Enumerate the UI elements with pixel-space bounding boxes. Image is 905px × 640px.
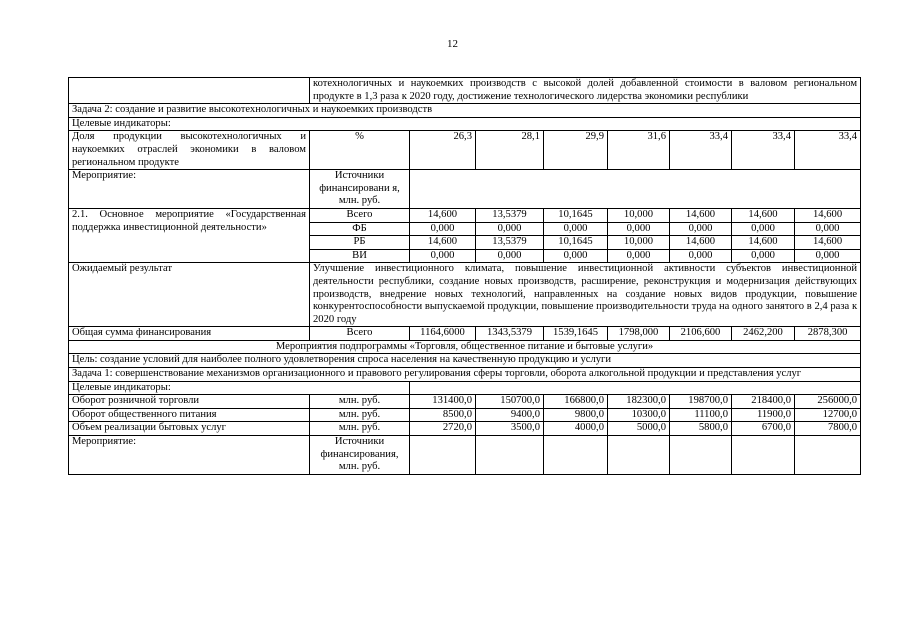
- funding-value: 10,000: [608, 208, 670, 222]
- indicator-value: 166800,0: [544, 395, 608, 409]
- total-funding-value: 1539,1645: [544, 327, 608, 341]
- indicator-value: 8500,0: [410, 408, 476, 422]
- funding-value: 0,000: [670, 249, 732, 263]
- indicator-value: 131400,0: [410, 395, 476, 409]
- target-indicators-row: [69, 381, 861, 395]
- funding-value: 14,600: [670, 208, 732, 222]
- funding-value: 10,1645: [544, 208, 608, 222]
- subprogram-row: [69, 340, 861, 354]
- source-label: ВИ: [310, 249, 410, 263]
- indicator-name: Оборот розничной торговли: [69, 395, 310, 409]
- indicator-value: 7800,0: [795, 422, 861, 436]
- funding-value: 0,000: [476, 249, 544, 263]
- total-funding-value: 1798,000: [608, 327, 670, 341]
- funding-value: 0,000: [410, 249, 476, 263]
- measure-2-1-name: 2.1. Основное мероприятие «Государственная поддержка инвестиционной деятельности»: [69, 208, 310, 262]
- indicator-name: Объем реализации бытовых услуг: [69, 422, 310, 436]
- measure-label: Мероприятие:: [69, 170, 310, 209]
- indicator-value: 256000,0: [795, 395, 861, 409]
- indicator-value: 26,3: [410, 131, 476, 170]
- funding-value: 0,000: [670, 222, 732, 236]
- indicator-value: 182300,0: [608, 395, 670, 409]
- target-indicators-row: [69, 117, 861, 131]
- indicator-row: [69, 395, 861, 409]
- expected-result-label: Ожидаемый результат: [69, 263, 310, 327]
- funding-value: 0,000: [732, 222, 795, 236]
- indicator-unit: млн. руб.: [310, 422, 410, 436]
- task-2-text: Задача 2: создание и развитие высокотехнологичных и наукоемких производств: [69, 104, 861, 118]
- program-table: [68, 77, 861, 475]
- measure-header-row: [69, 170, 861, 209]
- indicator-name: Доля продукции высокотехнологичных и наукоемких отраслей экономики в валовом региональном продукте: [69, 131, 310, 170]
- indicator-value: 2720,0: [410, 422, 476, 436]
- funding-value: 14,600: [410, 208, 476, 222]
- indicator-value: 29,9: [544, 131, 608, 170]
- indicator-value: 28,1: [476, 131, 544, 170]
- total-funding-value: 2878,300: [795, 327, 861, 341]
- indicator-value: 6700,0: [732, 422, 795, 436]
- indicator-row: [69, 422, 861, 436]
- total-funding-value: 2106,600: [670, 327, 732, 341]
- indicator-value: 10300,0: [608, 408, 670, 422]
- continuation-text: котехнологичных и наукоемких производств с высокой долей добавленной стоимости в валовом региональном продукте в 1,3 раза к 2020 году, достижение технологического лидерства экономики республики: [310, 78, 861, 104]
- funding-value: 0,000: [544, 249, 608, 263]
- indicator-value: 198700,0: [670, 395, 732, 409]
- measure-2-1-row: [69, 208, 861, 222]
- indicator-value: 33,4: [795, 131, 861, 170]
- total-funding-value: 1343,5379: [476, 327, 544, 341]
- measure-header-row: [69, 436, 861, 475]
- indicator-value: 5000,0: [608, 422, 670, 436]
- indicator-row: [69, 408, 861, 422]
- task-1-text: Задача 1: совершенствование механизмов организационного и правового регулирования сферы торговли, оборота алкогольной продукции и представления услуг: [69, 368, 861, 382]
- funding-value: 14,600: [410, 236, 476, 250]
- funding-value: 0,000: [795, 222, 861, 236]
- indicator-value: 9800,0: [544, 408, 608, 422]
- indicator-value: 5800,0: [670, 422, 732, 436]
- sources-label: Источники финансирования, млн. руб.: [310, 436, 410, 475]
- funding-value: 0,000: [608, 249, 670, 263]
- indicator-value: 11100,0: [670, 408, 732, 422]
- total-funding-label: Общая сумма финансирования: [69, 327, 310, 341]
- funding-value: 0,000: [608, 222, 670, 236]
- source-label: Всего: [310, 208, 410, 222]
- funding-value: 14,600: [795, 236, 861, 250]
- subprogram-title: Мероприятия подпрограммы «Торговля, общественное питание и бытовые услуги»: [69, 340, 861, 354]
- funding-value: 13,5379: [476, 236, 544, 250]
- target-indicators-label: Целевые индикаторы:: [69, 381, 410, 395]
- funding-value: 14,600: [795, 208, 861, 222]
- indicator-name: Оборот общественного питания: [69, 408, 310, 422]
- indicator-value: 33,4: [732, 131, 795, 170]
- funding-value: 0,000: [795, 249, 861, 263]
- indicator-value: 150700,0: [476, 395, 544, 409]
- indicator-value: 12700,0: [795, 408, 861, 422]
- goal-row: [69, 354, 861, 368]
- total-funding-value: 1164,6000: [410, 327, 476, 341]
- funding-value: 0,000: [544, 222, 608, 236]
- task-2-row: [69, 104, 861, 118]
- funding-value: 13,5379: [476, 208, 544, 222]
- continuation-row: [69, 78, 861, 104]
- indicator-unit: млн. руб.: [310, 395, 410, 409]
- funding-value: 0,000: [476, 222, 544, 236]
- funding-value: 14,600: [732, 208, 795, 222]
- indicator-value: 218400,0: [732, 395, 795, 409]
- funding-value: 0,000: [410, 222, 476, 236]
- indicator-value: 11900,0: [732, 408, 795, 422]
- measure-label: Мероприятие:: [69, 436, 310, 475]
- indicator-unit: %: [310, 131, 410, 170]
- total-funding-row: [69, 327, 861, 341]
- indicator-value: 9400,0: [476, 408, 544, 422]
- expected-result-text: Улучшение инвестиционного климата, повышение инвестиционной активности субъектов инвестиционной деятельности республики, создание новых производств, расширение, реконструкция и модернизация действующих производств, внедрение новых технологий, направленных на создание новых видов продукции, повышение конкурентоспособности выпускаемой продукции, повышение производительности труда на одного занятого в 2,4 раза к 2020 году: [310, 263, 861, 327]
- funding-value: 10,1645: [544, 236, 608, 250]
- expected-result-row: [69, 263, 861, 327]
- target-indicators-label: Целевые индикаторы:: [69, 117, 861, 131]
- funding-value: 14,600: [670, 236, 732, 250]
- source-label: РБ: [310, 236, 410, 250]
- indicator-value: 33,4: [670, 131, 732, 170]
- indicator-value: 4000,0: [544, 422, 608, 436]
- goal-text: Цель: создание условий для наиболее полного удовлетворения спроса населения на качественную продукцию и услуги: [69, 354, 861, 368]
- total-funding-value: 2462,200: [732, 327, 795, 341]
- task-1-row: [69, 368, 861, 382]
- source-label: ФБ: [310, 222, 410, 236]
- indicator-value: 3500,0: [476, 422, 544, 436]
- page-number: 12: [447, 38, 458, 50]
- indicator-value: 31,6: [608, 131, 670, 170]
- indicator-unit: млн. руб.: [310, 408, 410, 422]
- sources-label: Источники финансировани я, млн. руб.: [310, 170, 410, 209]
- funding-value: 0,000: [732, 249, 795, 263]
- source-label: Всего: [310, 327, 410, 341]
- funding-value: 14,600: [732, 236, 795, 250]
- indicator-share-row: [69, 131, 861, 170]
- funding-value: 10,000: [608, 236, 670, 250]
